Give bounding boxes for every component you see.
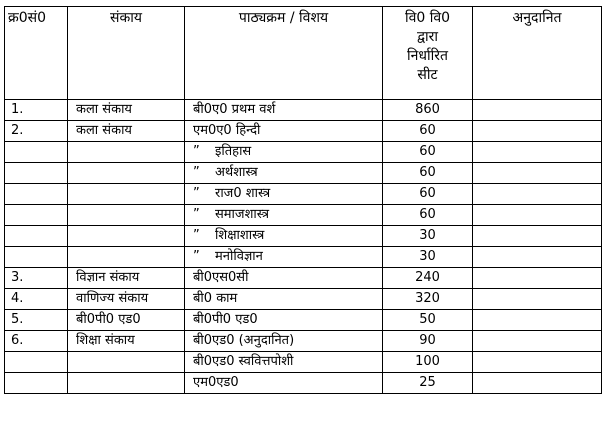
- seats-cell: 320: [383, 289, 473, 310]
- serial-cell: [5, 184, 68, 205]
- header-seats-line1: वि0 वि0: [404, 10, 451, 26]
- seats-cell: 25: [383, 373, 473, 394]
- course-name: अर्थशास्त्र: [215, 165, 258, 180]
- course-name: इतिहास: [215, 144, 252, 159]
- faculty-cell: [68, 205, 185, 226]
- seats-cell: 30: [383, 247, 473, 268]
- serial-cell: 6.: [5, 331, 68, 352]
- course-name: एम0ए0 हिन्दी: [193, 123, 261, 138]
- serial-cell: 5.: [5, 310, 68, 331]
- aided-cell: [473, 331, 602, 352]
- header-seats-line2: द्वारा: [416, 29, 439, 45]
- faculty-cell: कला संकाय: [68, 121, 185, 142]
- course-cell: [185, 310, 383, 331]
- aided-cell: [473, 247, 602, 268]
- aided-cell: [473, 226, 602, 247]
- course-cell: [185, 205, 383, 226]
- course-cell: [185, 268, 383, 289]
- seat-table: [4, 6, 602, 394]
- serial-cell: [5, 352, 68, 373]
- course-name: बी0 काम: [193, 291, 238, 306]
- serial-cell: 3.: [5, 268, 68, 289]
- serial-cell: [5, 247, 68, 268]
- table-row: [5, 289, 602, 310]
- serial-cell: [5, 142, 68, 163]
- serial-cell: [5, 373, 68, 394]
- aided-cell: [473, 142, 602, 163]
- table-row: [5, 247, 602, 268]
- aided-cell: [473, 310, 602, 331]
- course-name: बी0एस0सी: [193, 270, 249, 285]
- course-name: समाजशास्त्र: [215, 207, 270, 222]
- aided-cell: [473, 100, 602, 121]
- table-header-row: [5, 7, 602, 100]
- course-name: बी0एड0 (अनुदानित): [193, 333, 295, 348]
- aided-cell: [473, 268, 602, 289]
- course-name: मनोविज्ञान: [215, 249, 263, 264]
- header-faculty: संकाय: [68, 7, 185, 100]
- faculty-cell: [68, 184, 185, 205]
- serial-cell: 1.: [5, 100, 68, 121]
- course-cell: [185, 121, 383, 142]
- table-row: [5, 373, 602, 394]
- faculty-cell: [68, 247, 185, 268]
- course-cell: [185, 226, 383, 247]
- aided-cell: [473, 373, 602, 394]
- serial-cell: 2.: [5, 121, 68, 142]
- table-row: [5, 352, 602, 373]
- ditto-mark: ”: [193, 207, 200, 222]
- serial-cell: [5, 226, 68, 247]
- course-cell: [185, 373, 383, 394]
- aided-cell: [473, 184, 602, 205]
- table-row: [5, 163, 602, 184]
- course-name: बी0पी0 एड0: [193, 312, 258, 327]
- ditto-mark: ”: [193, 249, 200, 264]
- course-cell: [185, 163, 383, 184]
- faculty-cell: [68, 352, 185, 373]
- aided-cell: [473, 121, 602, 142]
- seats-cell: 60: [383, 121, 473, 142]
- header-serial: क्र0सं0: [5, 7, 68, 100]
- course-cell: [185, 352, 383, 373]
- table-row: [5, 142, 602, 163]
- header-course: पाठ्यक्रम / विशय: [185, 7, 383, 100]
- table-body: [5, 100, 602, 394]
- faculty-cell: विज्ञान संकाय: [68, 268, 185, 289]
- course-cell: [185, 289, 383, 310]
- table-row: [5, 100, 602, 121]
- seats-cell: 90: [383, 331, 473, 352]
- header-seats-line3: निर्धारित: [407, 48, 448, 64]
- table-row: [5, 226, 602, 247]
- course-cell: [185, 142, 383, 163]
- ditto-mark: ”: [193, 228, 200, 243]
- seats-cell: 240: [383, 268, 473, 289]
- course-name: एम0एड0: [193, 375, 239, 390]
- table-row: [5, 310, 602, 331]
- aided-cell: [473, 205, 602, 226]
- course-cell: [185, 331, 383, 352]
- faculty-cell: [68, 226, 185, 247]
- course-name: बी0ए0 प्रथम वर्श: [193, 102, 276, 117]
- faculty-cell: [68, 373, 185, 394]
- course-name: राज0 शास्त्र: [215, 186, 271, 201]
- course-name: बी0एड0 स्ववित्तपोशी: [193, 354, 294, 369]
- serial-cell: [5, 163, 68, 184]
- seats-cell: 60: [383, 184, 473, 205]
- seats-cell: 60: [383, 205, 473, 226]
- faculty-cell: बी0पी0 एड0: [68, 310, 185, 331]
- ditto-mark: ”: [193, 186, 200, 201]
- course-cell: [185, 184, 383, 205]
- course-cell: [185, 100, 383, 121]
- ditto-mark: ”: [193, 165, 200, 180]
- course-cell: [185, 247, 383, 268]
- header-aided: अनुदानित: [473, 7, 602, 100]
- faculty-cell: वाणिज्य संकाय: [68, 289, 185, 310]
- table-row: [5, 268, 602, 289]
- ditto-mark: ”: [193, 144, 200, 159]
- table-row: [5, 205, 602, 226]
- faculty-cell: [68, 163, 185, 184]
- faculty-cell: शिक्षा संकाय: [68, 331, 185, 352]
- seats-cell: 30: [383, 226, 473, 247]
- seats-cell: 60: [383, 163, 473, 184]
- table-row: [5, 184, 602, 205]
- faculty-cell: [68, 142, 185, 163]
- table-row: [5, 121, 602, 142]
- serial-cell: [5, 205, 68, 226]
- aided-cell: [473, 163, 602, 184]
- course-name: शिक्षाशास्त्र: [215, 228, 265, 243]
- table-row: [5, 331, 602, 352]
- serial-cell: 4.: [5, 289, 68, 310]
- seats-cell: 860: [383, 100, 473, 121]
- seats-cell: 60: [383, 142, 473, 163]
- header-seats-line4: सीट: [417, 67, 438, 83]
- aided-cell: [473, 289, 602, 310]
- seats-cell: 100: [383, 352, 473, 373]
- aided-cell: [473, 352, 602, 373]
- seats-cell: 50: [383, 310, 473, 331]
- faculty-cell: कला संकाय: [68, 100, 185, 121]
- header-seats: [383, 7, 473, 100]
